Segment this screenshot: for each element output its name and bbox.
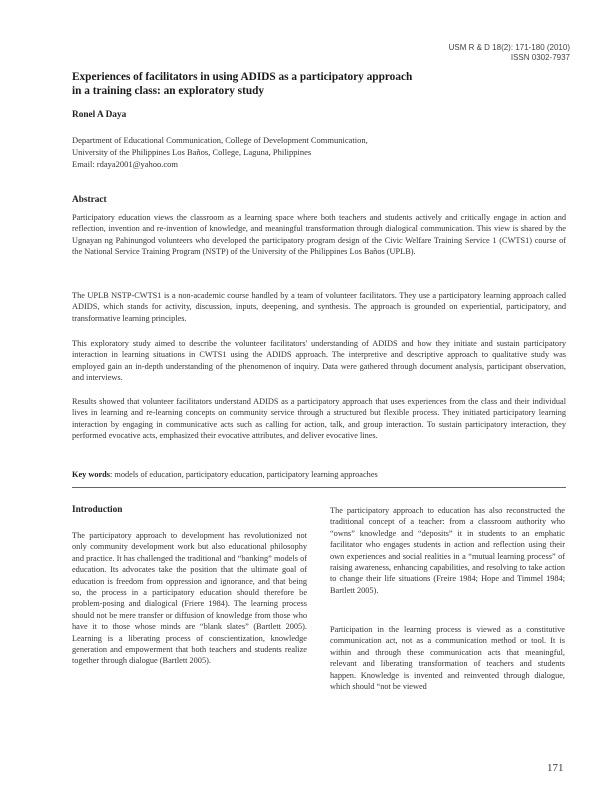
page-number: 171 bbox=[547, 762, 564, 774]
keywords-text: : models of education, participatory education, participatory learning approaches bbox=[110, 470, 378, 479]
abstract-heading: Abstract bbox=[72, 195, 107, 205]
journal-header bbox=[449, 43, 570, 63]
keywords bbox=[72, 470, 566, 479]
abstract-paragraph-3: This exploratory study aimed to describe the volunteer facilitators' understanding of ADIDS and how they initiate and sustain participatory interaction in learning situations in CWTS1 using the ADIDS approach. The interpretive and descriptive approach to qualitative study was employed gain an in-depth understanding of the phenomenon of inquiry. Data were gathered through document analysis, participant observation, and interviews. bbox=[72, 339, 566, 383]
affiliation-dept: Department of Educational Communication, College of Development Communication, bbox=[72, 135, 368, 145]
abstract-paragraph-1: Participatory education views the classroom as a learning space where both teachers and students actively and critically engage in action and reflection, invention and re-invention of knowledge, and meaningful transformation through dialogical communication. This view is shared by the Ugnayan ng Pahinungod volunteers who developed the participatory program design of the Civic Welfare Training Service 1 (CWTS1) course of the National Service Training Program (NSTP) of the University of the Philippines Los Baños (UPLB). bbox=[72, 213, 566, 257]
paper-title bbox=[72, 70, 472, 98]
intro-right-paragraph-2: Participation in the learning process is viewed as a constitutive communication act, not as a communication method or tool. It is within and through these communication acts that meaningful, relevant and liberating transformation of teachers and students happen. Knowledge is invented and reinvented through dialogue, which should “not be viewed bbox=[330, 625, 565, 692]
author-email: Email: rdaya2001@yahoo.com bbox=[72, 159, 179, 169]
affiliation-univ: University of the Philippines Los Baños, College, Laguna, Philippines bbox=[72, 147, 312, 157]
abstract-paragraph-2: The UPLB NSTP-CWTS1 is a non-academic course handled by a team of volunteer facilitators. They use a participatory learning approach called ADIDS, which stands for activity, discussion, inputs, deepening, and synthesis. The approach is grounded on experiential, participatory, and transformative learning principles. bbox=[72, 291, 566, 323]
author-name: Ronel A Daya bbox=[72, 110, 127, 120]
affiliation bbox=[72, 134, 368, 170]
title-line-2: in a training class: an exploratory study bbox=[72, 85, 265, 97]
intro-right-paragraph-1: The participatory approach to education has also reconstructed the traditional concept of a teacher: from a classroom authority who “owns” knowledge and “deposits” it in students to an emphatic facilitator who engages students in action and reflection using their own experiences and social realities in a “mutual learning process” of raising awareness, enhancing capabilities, and resolving to take action to change their life situations (Freire 1984; Hope and Timmel 1984; Bartlett 2005). bbox=[330, 506, 565, 595]
keywords-label: Key words bbox=[72, 470, 111, 479]
section-divider bbox=[72, 487, 566, 488]
title-line-1: Experiences of facilitators in using ADIDS as a participatory approach bbox=[72, 71, 413, 83]
journal-citation: USM R & D 18(2): 171-180 (2010) bbox=[448, 43, 570, 52]
intro-left-column: The participatory approach to development has revolutionized not only community development work but also educational philosophy and practice. It has challenged the traditional and “banking” models of education. Its advocates take the position that the ultimate goal of education is freedom from oppression and ignorance, and that being so, the process in a participatory education should therefore be problem-posing and dialogical (Friere 1984). The learning process should not be mere transfer or diffusion of knowledge from those who have it to those whose minds are “blank slates” (Bartlett 2005). Learning is a liberating process of conscientization, knowledge generation and empowerment that both teachers and students realize together through dialogue (Bartlett 2005). bbox=[72, 531, 307, 666]
abstract-paragraph-4: Results showed that volunteer facilitators understand ADIDS as a participatory approach that uses experiences from the class and their individual lives in learning and re-learning concepts on community service through a structured but flexible process. They initiated participatory learning interaction by engaging in communicative acts such as calling for action, talk, and group interaction. To sustain participatory interaction, they performed evocative acts, emphasized their evocative attributes, and deliver evocative lines. bbox=[72, 397, 566, 441]
introduction-heading: Introduction bbox=[72, 505, 123, 515]
issn: ISSN 0302-7937 bbox=[510, 53, 570, 62]
